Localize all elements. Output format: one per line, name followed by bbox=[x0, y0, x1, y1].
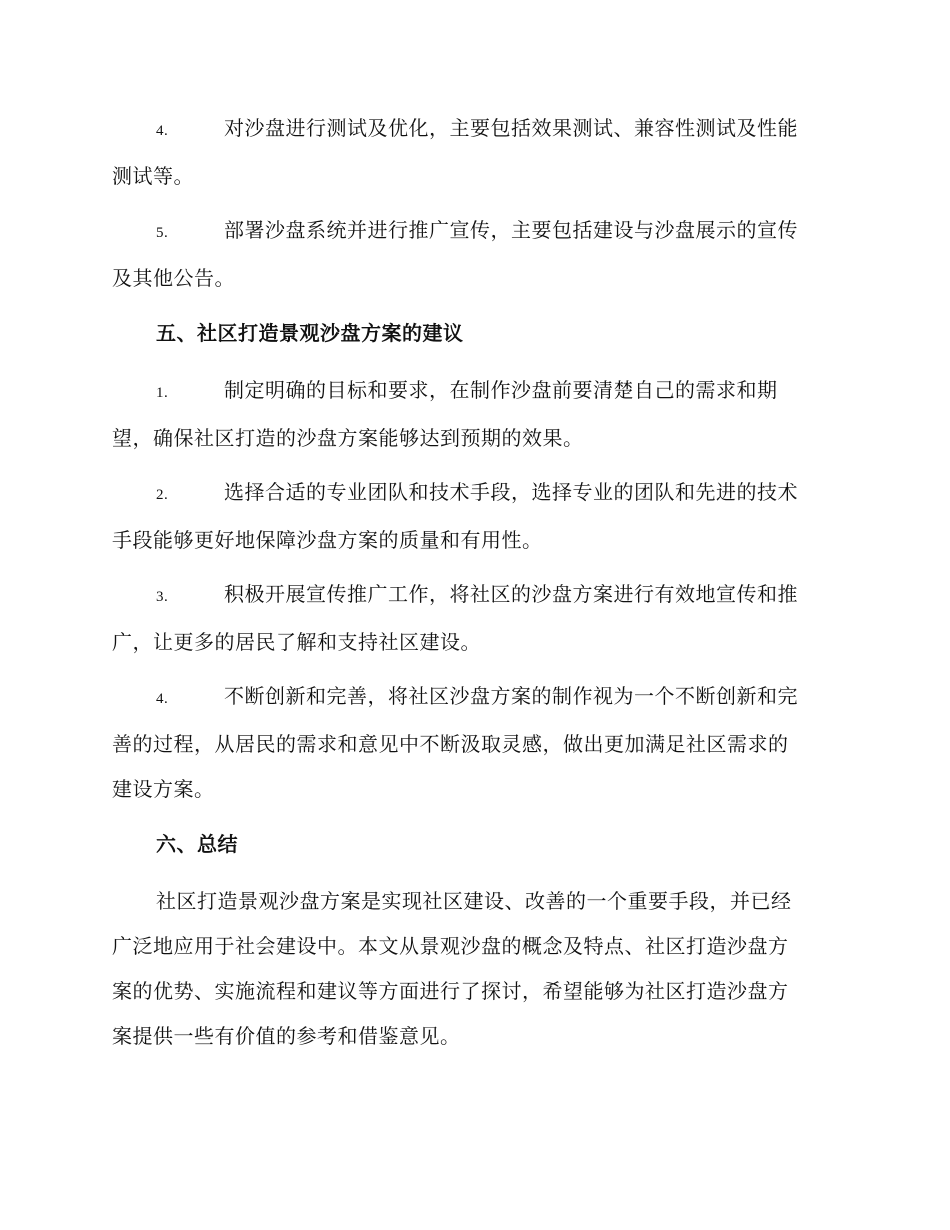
list-text-line: 选择合适的专业团队和技术手段，选择专业的团队和先进的技术 bbox=[224, 480, 798, 504]
list-item-step-4 bbox=[112, 106, 832, 199]
paragraph-line: 社区打造景观沙盘方案是实现社区建设、改善的一个重要手段，并已经 bbox=[156, 889, 792, 913]
list-item-suggestion-3 bbox=[112, 572, 832, 665]
list-text-line: 善的过程，从居民的需求和意见中不断汲取灵感，做出更加满足社区需求的 bbox=[112, 732, 789, 756]
paragraph-line: 案的优势、实施流程和建议等方面进行了探讨，希望能够为社区打造沙盘方 bbox=[112, 979, 789, 1003]
section-heading-6: 六、总结 bbox=[156, 832, 238, 856]
list-item-suggestion-2 bbox=[112, 470, 832, 563]
list-text-line: 望，确保社区打造的沙盘方案能够达到预期的效果。 bbox=[112, 426, 584, 450]
list-number: 3. bbox=[156, 589, 169, 605]
list-item-suggestion-1 bbox=[112, 368, 832, 461]
summary-paragraph bbox=[112, 879, 832, 1059]
list-text-line: 对沙盘进行测试及优化，主要包括效果测试、兼容性测试及性能 bbox=[224, 116, 798, 140]
list-text-line: 测试等。 bbox=[112, 164, 194, 188]
list-text-line: 积极开展宣传推广工作，将社区的沙盘方案进行有效地宣传和推 bbox=[224, 582, 798, 606]
section-heading-5: 五、社区打造景观沙盘方案的建议 bbox=[156, 321, 464, 345]
list-number: 2. bbox=[156, 487, 169, 503]
list-text-line: 不断创新和完善，将社区沙盘方案的制作视为一个不断创新和完 bbox=[224, 684, 798, 708]
list-text-line: 部署沙盘系统并进行推广宣传，主要包括建设与沙盘展示的宣传 bbox=[224, 218, 798, 242]
list-item-step-5 bbox=[112, 208, 832, 301]
list-number: 1. bbox=[156, 385, 169, 401]
list-text-line: 手段能够更好地保障沙盘方案的质量和有用性。 bbox=[112, 528, 543, 552]
list-number: 5. bbox=[156, 225, 169, 241]
list-text-line: 及其他公告。 bbox=[112, 266, 235, 290]
paragraph-line: 广泛地应用于社会建设中。本文从景观沙盘的概念及特点、社区打造沙盘方 bbox=[112, 934, 789, 958]
list-number: 4. bbox=[156, 691, 169, 707]
list-number: 4. bbox=[156, 123, 169, 139]
paragraph-line: 案提供一些有价值的参考和借鉴意见。 bbox=[112, 1024, 461, 1048]
list-item-suggestion-4 bbox=[112, 674, 832, 812]
list-text-line: 制定明确的目标和要求，在制作沙盘前要清楚自己的需求和期 bbox=[224, 378, 778, 402]
list-text-line: 广，让更多的居民了解和支持社区建设。 bbox=[112, 630, 481, 654]
list-text-line: 建设方案。 bbox=[112, 777, 215, 801]
